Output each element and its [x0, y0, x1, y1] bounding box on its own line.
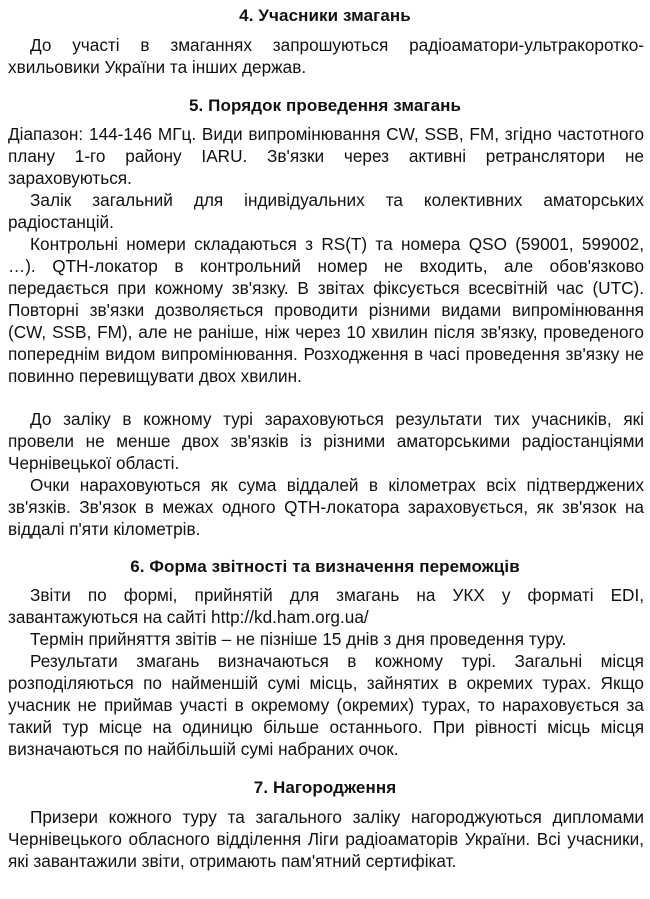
section-5-paragraph-1: Діапазон: 144-146 МГц. Види випромінювання CW, SSB, FM, згідно частотного плану 1-го району IARU. Зв'язки через активні ретранслятори не зараховуються. [8, 124, 644, 188]
section-5-paragraph-4: До заліку в кожному турі зараховуються результати тих учасників, які провели не менше двох зв'язків із різними аматорськими радіостанціями Чернівецької області. [8, 409, 644, 473]
section-5-paragraph-2: Залік загальний для індивідуальних та колективних аматорських радіостанцій. [8, 190, 644, 232]
section-4-paragraph-1: До участі в змаганнях запрошуються радіоаматори-ультракоротко-хвильовики України та інших держав. [8, 35, 644, 77]
section-5-heading: 5. Порядок проведення змагань [188, 96, 462, 115]
section-6-paragraph-3: Результати змагань визначаються в кожному турі. Загальні місця розподіляються по найменшій сумі місць, зайнятих в окремих турах. Якщо учасник не приймав участі в окремому (окремих) турах, то нараховується за такий тур місце на одиницю більше останнього. При рівності місць місця визначаються по найбільшій сумі набраних очок. [8, 651, 644, 759]
section-5-paragraph-5: Очки нараховуються як сума віддалей в кілометрах всіх підтверджених зв'язків. Зв'язок в межах одного QTH-локатора зараховується, як зв'язок на віддалі п'яти кілометрів. [8, 475, 644, 539]
section-6-heading: 6. Форма звітності та визначення переможців [130, 557, 520, 576]
section-6-paragraph-1: Звіти по формі, прийнятій для змагань на УКХ у форматі EDI, завантажуються на сайті http://kd.ham.org.ua/ [8, 585, 644, 627]
section-4-heading: 4. Учасники змагань [239, 6, 411, 25]
section-6-paragraph-2: Термін прийняття звітів – не пізніше 15 днів з дня проведення туру. [30, 629, 567, 649]
section-7-paragraph-1: Призери кожного туру та загального заліку нагороджуються дипломами Чернівецького обласного відділення Ліги радіоаматорів України. Всі учасники, які завантажили звіти, отримають пам'ятний сертифікат. [8, 807, 644, 871]
section-5-paragraph-3: Контрольні номери складаються з RS(T) та номера QSO (59001, 599002, …). QTH-локатор в контрольний номер не входить, але обов'язково передається при кожному зв'язку. В звітах фіксується всесвітній час (UTC). Повторні зв'язки дозволяється проводити різними видами випромінювання (CW, SSB, FM), але не раніше, ніж через 10 хвилин після зв'язку, проведеного попереднім видом випромінювання. Розходження в часі проведення зв'язку не повинно перевищувати двох хвилин. [8, 234, 644, 386]
section-7-heading: 7. Нагородження [253, 778, 397, 797]
